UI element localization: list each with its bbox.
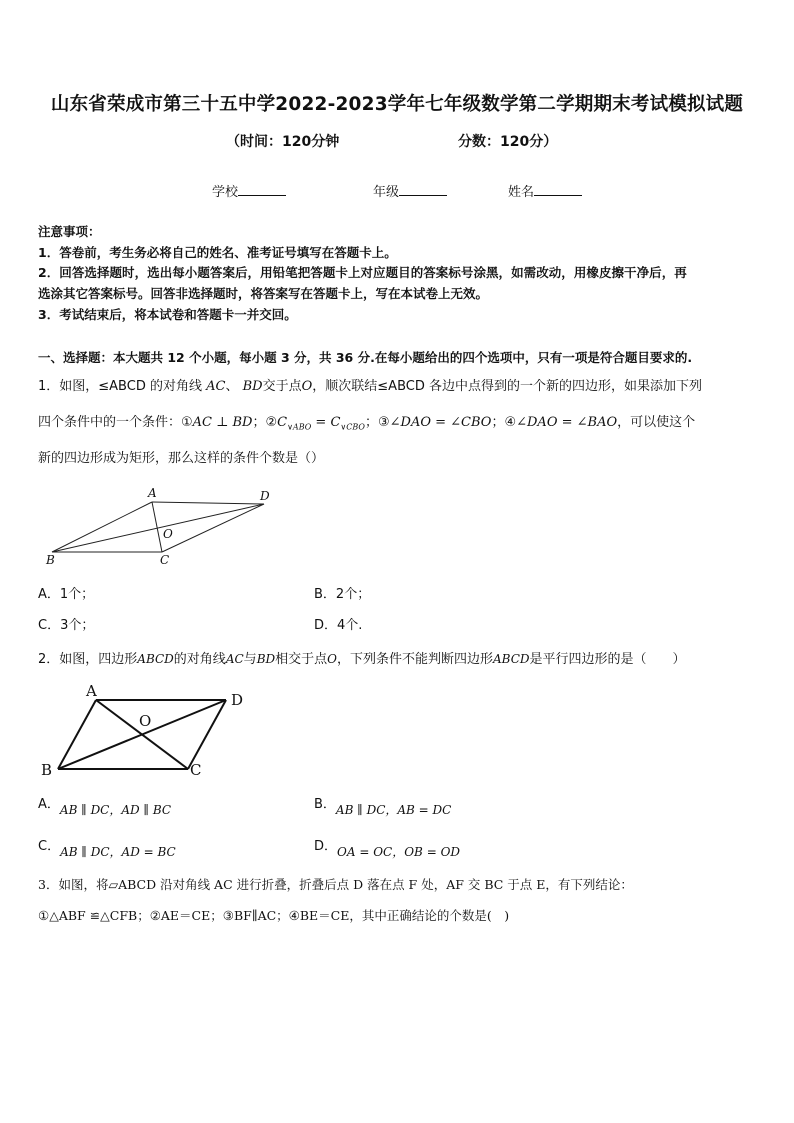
school-field bbox=[212, 181, 286, 200]
q1-cond2-eq: = bbox=[311, 415, 331, 430]
q1-sep: 、 bbox=[225, 379, 239, 394]
grade-label: 年级 bbox=[373, 185, 400, 200]
q2-label-d: D bbox=[231, 691, 244, 709]
q2-text-f: 是平行四边形的是（ ） bbox=[529, 652, 686, 667]
q2-ac: AC bbox=[225, 652, 244, 666]
q2-option-d-math: OA = OC，OB = OD bbox=[337, 845, 461, 859]
q1-cond2-c1: C bbox=[277, 415, 288, 430]
q1-o: O bbox=[301, 379, 313, 394]
q2-side-dc bbox=[188, 700, 226, 769]
q2-text-a: 2．如图，四边形 bbox=[38, 652, 138, 667]
q1-text-h: ，可以使这个 bbox=[617, 415, 696, 430]
q1-option-d[interactable]: D．4个. bbox=[314, 618, 363, 633]
q1-label-o: O bbox=[163, 527, 173, 541]
q1-text-b: 交于点 bbox=[262, 379, 302, 394]
q2-option-a[interactable] bbox=[38, 793, 172, 817]
q2-parallelogram-figure bbox=[38, 682, 258, 782]
q2-label-o: O bbox=[139, 712, 152, 730]
q1-side-ba bbox=[52, 502, 152, 552]
q1-side-ad bbox=[152, 502, 264, 504]
q1-cond2-sub2: ∨CBO bbox=[340, 422, 365, 432]
q1-text-e: ；② bbox=[252, 415, 278, 430]
q2-option-b[interactable] bbox=[314, 793, 452, 817]
q1-cond2-sub1: ∨ABO bbox=[287, 422, 312, 432]
q1-text-c: ，顺次联结≤ABCD 各边中点得到的一个新的四边形，如果添加下列 bbox=[312, 379, 702, 394]
note-item-3: 3．考试结束后，将本试卷和答题卡一并交回。 bbox=[38, 307, 297, 322]
q1-ac: AC bbox=[206, 379, 226, 394]
q2-label-c: C bbox=[190, 761, 202, 779]
note-item-2: 2．回答选择题时，选出每小题答案后，用铅笔把答题卡上对应题目的答案标号涂黑，如需改动，用橡皮擦干净后，再 bbox=[38, 265, 687, 280]
q2-text-b: 的对角线 bbox=[173, 652, 226, 667]
q1-line1 bbox=[38, 375, 702, 394]
q2-abcd: ABCD bbox=[137, 652, 174, 666]
q2-option-b-math: AB ∥ DC，AB = DC bbox=[335, 803, 452, 817]
q1-parallelogram-figure bbox=[40, 484, 280, 568]
q1-option-c[interactable]: C．3个； bbox=[38, 618, 95, 633]
q2-option-d-letter: D． bbox=[314, 839, 338, 854]
q1-cond1: AC ⊥ BD bbox=[192, 415, 253, 430]
q2-abcd-2: ABCD bbox=[493, 652, 530, 666]
q1-cond3: ∠DAO = ∠CBO bbox=[389, 415, 492, 430]
q2-label-a: A bbox=[86, 682, 97, 700]
q1-text-g: ；④ bbox=[491, 415, 517, 430]
q2-option-c[interactable] bbox=[38, 835, 176, 859]
q1-bd: BD bbox=[242, 379, 263, 394]
q1-option-b[interactable]: B．2个； bbox=[314, 587, 371, 602]
q2-text-c: 与 bbox=[243, 652, 257, 667]
q2-side-ba bbox=[58, 700, 96, 769]
q2-bd: BD bbox=[256, 652, 276, 666]
q2-option-c-math: AB ∥ DC，AD = BC bbox=[60, 845, 176, 859]
q2-text-e: ，下列条件不能判断四边形 bbox=[337, 652, 494, 667]
q1-diagonal-bd bbox=[52, 504, 264, 552]
q1-text-a: 1．如图，≤ABCD 的对角线 bbox=[38, 379, 202, 394]
q1-label-d: D bbox=[260, 489, 270, 503]
q2-option-b-letter: B． bbox=[314, 797, 336, 812]
exam-title: 山东省荣成市第三十五中学2022-2023学年七年级数学第二学期期末考试模拟试题 bbox=[50, 94, 744, 115]
note-item-2-cont: 选涂其它答案标号。回答非选择题时，将答案写在答题卡上，写在本试卷上无效。 bbox=[38, 286, 489, 301]
q3-line1: 3．如图，将▱ABCD 沿对角线 AC 进行折叠，折叠后点 D 落在点 F 处，AF 交 BC 于点 E，有下列结论： bbox=[38, 877, 633, 892]
q1-label-a: A bbox=[148, 486, 157, 500]
name-field bbox=[508, 181, 582, 200]
q3-line2: ①△ABF ≌△CFB；②AE＝CE；③BF∥AC；④BE＝CE，其中正确结论的个数是( ) bbox=[38, 908, 510, 923]
name-label: 姓名 bbox=[508, 185, 535, 200]
q1-line2 bbox=[38, 411, 695, 432]
notes-heading: 注意事项： bbox=[38, 224, 101, 239]
name-blank bbox=[534, 183, 582, 196]
exam-score: 分数：120分） bbox=[458, 134, 558, 150]
q2-stem bbox=[38, 648, 686, 667]
school-label: 学校 bbox=[212, 185, 239, 200]
q2-diagonal-bd bbox=[58, 700, 226, 769]
q2-o: O bbox=[327, 652, 337, 666]
q2-option-d[interactable] bbox=[314, 835, 461, 859]
grade-blank bbox=[399, 183, 447, 196]
q2-label-b: B bbox=[41, 761, 53, 779]
school-blank bbox=[238, 183, 286, 196]
q2-text-d: 相交于点 bbox=[275, 652, 328, 667]
grade-field bbox=[373, 181, 447, 200]
q1-option-a[interactable]: A．1个； bbox=[38, 587, 95, 602]
exam-time: （时间：120分钟 bbox=[226, 134, 340, 150]
q1-cond4: ∠DAO = ∠BAO bbox=[516, 415, 618, 430]
q1-text-f: ；③ bbox=[364, 415, 390, 430]
q1-text-d: 四个条件中的一个条件：① bbox=[38, 415, 193, 430]
q2-option-c-letter: C． bbox=[38, 839, 61, 854]
q2-option-a-math: AB ∥ DC，AD ∥ BC bbox=[59, 803, 172, 817]
note-item-1: 1．答卷前，考生务必将自己的姓名、准考证号填写在答题卡上。 bbox=[38, 245, 397, 260]
q1-line3: 新的四边形成为矩形，那么这样的条件个数是（） bbox=[38, 451, 325, 466]
q2-option-a-letter: A． bbox=[38, 797, 60, 812]
q1-label-b: B bbox=[46, 553, 55, 567]
q1-label-c: C bbox=[160, 553, 170, 567]
q1-cond2-c2: C bbox=[330, 415, 341, 430]
section-heading: 一、选择题：本大题共 12 个小题，每小题 3 分，共 36 分.在每小题给出的四个选项中，只有一项是符合题目要求的. bbox=[38, 350, 693, 365]
q1-side-dc bbox=[162, 504, 264, 552]
